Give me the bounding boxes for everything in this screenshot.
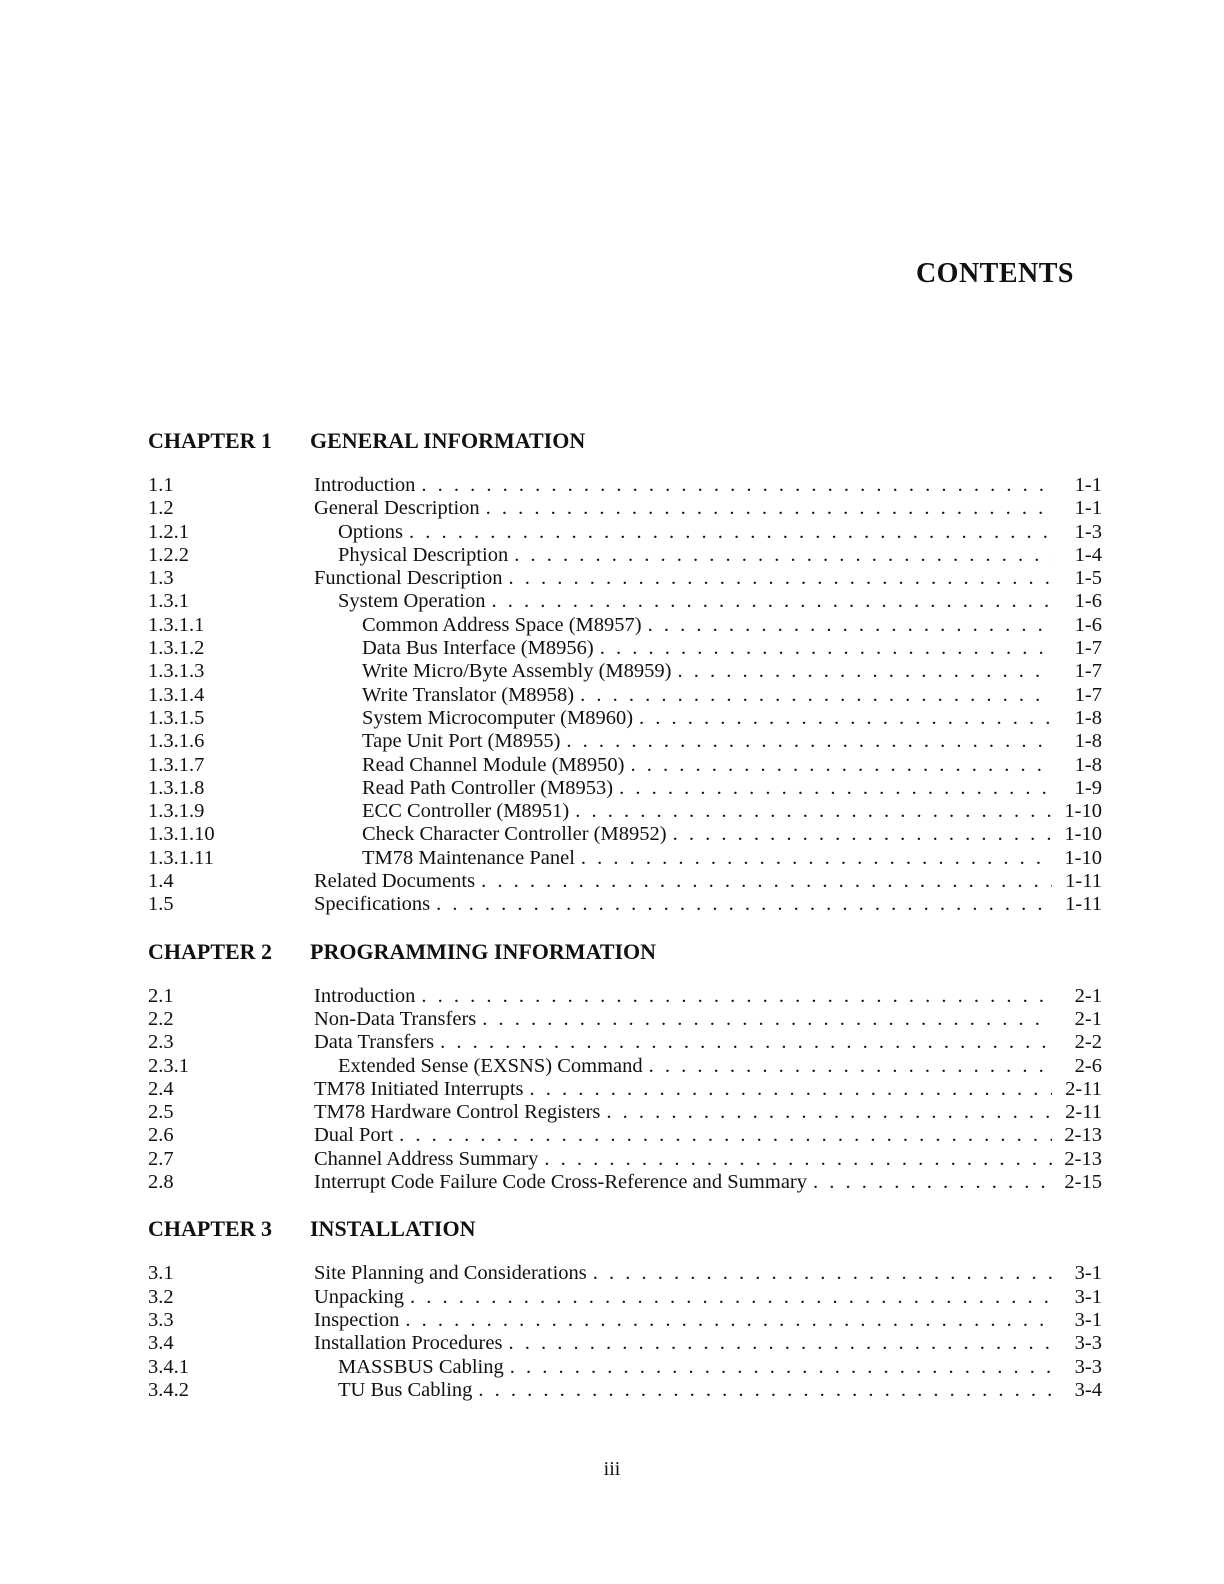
chapter-label: CHAPTER 1	[148, 428, 273, 453]
dot-leader	[436, 893, 1052, 916]
toc-entry	[148, 1286, 1102, 1309]
dot-leader	[399, 1124, 1052, 1147]
toc-entry	[148, 1262, 1102, 1285]
section-title: Dual Port	[314, 1124, 394, 1147]
section-number: 3.3	[148, 1308, 174, 1331]
section-title: TM78 Initiated Interrupts	[314, 1077, 524, 1100]
section-number: 1.4	[148, 870, 174, 893]
section-title: System Operation	[338, 590, 486, 613]
dot-leader	[673, 823, 1052, 846]
page-ref: 2-15	[1064, 1171, 1102, 1194]
section-number: 3.2	[148, 1285, 174, 1308]
toc-entry	[148, 474, 1102, 497]
section-number: 1.2	[148, 497, 174, 520]
section-number: 1.3.1.1	[148, 613, 205, 636]
dot-leader	[600, 637, 1052, 660]
section-number: 1.1	[148, 474, 174, 496]
dot-leader	[508, 567, 1052, 590]
page-ref: 1-8	[1074, 753, 1102, 776]
page-ref: 2-11	[1065, 1101, 1102, 1124]
section-title: TU Bus Cabling	[338, 1378, 473, 1401]
toc-entry	[148, 754, 1102, 777]
section-title: Check Character Controller (M8952)	[362, 823, 667, 846]
page-ref: 3-1	[1074, 1262, 1102, 1285]
section-title: TM78 Maintenance Panel	[362, 846, 575, 869]
dot-leader	[482, 1008, 1052, 1031]
dot-leader	[421, 474, 1052, 497]
page-ref: 1-1	[1074, 497, 1102, 520]
dot-leader	[544, 1148, 1052, 1171]
section-title: Installation Procedures	[314, 1332, 503, 1355]
dot-leader	[410, 1286, 1052, 1309]
dot-leader	[566, 730, 1052, 753]
dot-leader	[677, 660, 1052, 683]
dot-leader	[478, 1379, 1052, 1402]
dot-leader	[575, 800, 1052, 823]
dot-leader	[486, 497, 1052, 520]
section-number: 3.4.2	[148, 1378, 189, 1401]
chapter-label: CHAPTER 2	[148, 938, 273, 964]
toc-entry	[148, 637, 1102, 660]
page-ref: 1-11	[1065, 893, 1102, 916]
section-number: 3.1	[148, 1262, 174, 1285]
toc-entry	[148, 800, 1102, 823]
dot-leader	[514, 544, 1052, 567]
toc-entry	[148, 521, 1102, 544]
page-ref: 1-6	[1074, 613, 1102, 636]
toc-entry	[148, 893, 1102, 916]
section-number: 1.3	[148, 567, 174, 590]
page-ref: 2-1	[1074, 984, 1102, 1007]
chapter-label: CHAPTER 3	[148, 1216, 273, 1242]
section-title: Tape Unit Port (M8955)	[362, 730, 561, 753]
toc-entry	[148, 777, 1102, 800]
page-ref: 1-7	[1074, 637, 1102, 660]
page-ref: 1-1	[1074, 474, 1102, 496]
section-number: 1.3.1	[148, 590, 189, 613]
section-title: Interrupt Code Failure Code Cross-Reference and Summary	[314, 1171, 808, 1194]
chapter-2	[148, 939, 1102, 1195]
chapter-1	[148, 428, 1102, 917]
dot-leader	[409, 521, 1052, 544]
section-title: Non-Data Transfers	[314, 1007, 477, 1030]
page-ref: 3-1	[1074, 1308, 1102, 1331]
page-ref: 3-3	[1074, 1332, 1102, 1355]
section-number: 1.3.1.8	[148, 776, 205, 799]
section-title: Data Transfers	[314, 1031, 435, 1054]
section-title: Write Micro/Byte Assembly (M8959)	[362, 660, 672, 683]
section-number: 1.3.1.4	[148, 683, 205, 706]
toc-entry	[148, 1124, 1102, 1147]
dot-leader	[481, 870, 1052, 893]
page-ref: 1-7	[1074, 683, 1102, 706]
dot-leader	[440, 1031, 1052, 1054]
dot-leader	[421, 985, 1052, 1008]
page-ref: 2-13	[1064, 1124, 1102, 1147]
toc-entry	[148, 985, 1102, 1008]
dot-leader	[581, 847, 1052, 870]
section-title: Introduction	[314, 474, 416, 496]
dot-leader	[530, 1078, 1052, 1101]
page-number: iii	[603, 1458, 621, 1480]
dot-leader	[508, 1332, 1052, 1355]
page-ref: 1-3	[1074, 520, 1102, 543]
page-ref: 3-1	[1074, 1285, 1102, 1308]
section-number: 2.6	[148, 1124, 174, 1147]
page-ref: 2-1	[1074, 1007, 1102, 1030]
section-title: Functional Description	[314, 567, 503, 590]
toc-entry	[148, 497, 1102, 520]
dot-leader	[649, 1055, 1052, 1078]
dot-leader	[491, 590, 1052, 613]
section-title: Common Address Space (M8957)	[362, 613, 642, 636]
toc-entry	[148, 660, 1102, 683]
toc-entry	[148, 567, 1102, 590]
section-title: Physical Description	[338, 543, 509, 566]
section-title: Specifications	[314, 893, 431, 916]
section-number: 1.3.1.3	[148, 660, 205, 683]
section-title: Read Channel Module (M8950)	[362, 753, 625, 776]
page-ref: 1-6	[1074, 590, 1102, 613]
section-title: General Description	[314, 497, 480, 520]
page-ref: 1-11	[1065, 870, 1102, 893]
section-title: Write Translator (M8958)	[362, 683, 575, 706]
section-title: MASSBUS Cabling	[338, 1355, 504, 1378]
section-number: 3.4	[148, 1332, 174, 1355]
toc-entry	[148, 847, 1102, 870]
section-title: Data Bus Interface (M8956)	[362, 637, 594, 660]
page-ref: 1-5	[1074, 567, 1102, 590]
section-number: 2.2	[148, 1007, 174, 1030]
toc-entry	[148, 1356, 1102, 1379]
section-title: Read Path Controller (M8953)	[362, 776, 614, 799]
toc-entry	[148, 1332, 1102, 1355]
toc-entry	[148, 1171, 1102, 1194]
page-ref: 3-3	[1074, 1355, 1102, 1378]
toc-entry	[148, 1078, 1102, 1101]
page-ref: 1-10	[1064, 846, 1102, 869]
toc-entry	[148, 1055, 1102, 1078]
toc-entry	[148, 870, 1102, 893]
toc-entry	[148, 730, 1102, 753]
page-ref: 2-6	[1074, 1054, 1102, 1077]
section-number: 1.2.1	[148, 520, 189, 543]
toc-entry	[148, 1148, 1102, 1171]
dot-leader	[639, 707, 1052, 730]
section-number: 2.7	[148, 1147, 174, 1170]
section-number: 1.3.1.6	[148, 730, 205, 753]
dot-leader	[619, 777, 1052, 800]
toc-entry	[148, 707, 1102, 730]
section-title: Introduction	[314, 984, 416, 1007]
toc-entry	[148, 1101, 1102, 1124]
chapter-3	[148, 1216, 1102, 1402]
toc-entry	[148, 684, 1102, 707]
page-ref: 1-8	[1074, 706, 1102, 729]
section-number: 3.4.1	[148, 1355, 189, 1378]
section-title: Channel Address Summary	[314, 1147, 539, 1170]
chapter-heading	[148, 939, 1102, 973]
page-ref: 1-7	[1074, 660, 1102, 683]
section-title: Inspection	[314, 1308, 400, 1331]
section-number: 1.3.1.7	[148, 753, 205, 776]
section-number: 1.5	[148, 893, 174, 916]
chapter-title: GENERAL INFORMATION	[310, 428, 586, 453]
section-title: Site Planning and Considerations	[314, 1262, 587, 1285]
dot-leader	[606, 1101, 1052, 1124]
section-number: 2.4	[148, 1077, 174, 1100]
section-number: 2.5	[148, 1101, 174, 1124]
section-number: 2.8	[148, 1171, 174, 1194]
page-ref: 2-11	[1065, 1077, 1102, 1100]
page-ref: 3-4	[1074, 1378, 1102, 1401]
toc-entry	[148, 544, 1102, 567]
section-number: 1.2.2	[148, 543, 189, 566]
toc-entry	[148, 1309, 1102, 1332]
page-ref: 2-13	[1064, 1147, 1102, 1170]
section-title: Extended Sense (EXSNS) Command	[338, 1054, 643, 1077]
dot-leader	[630, 754, 1052, 777]
dot-leader	[405, 1309, 1052, 1332]
section-title: Unpacking	[314, 1285, 404, 1308]
section-number: 2.3.1	[148, 1054, 189, 1077]
page-title: CONTENTS	[915, 258, 1074, 289]
toc-entry	[148, 614, 1102, 637]
dot-leader	[510, 1356, 1052, 1379]
dot-leader	[813, 1171, 1052, 1194]
table-of-contents	[148, 428, 1102, 1424]
section-title: Options	[338, 520, 403, 543]
section-title: Related Documents	[314, 870, 476, 893]
page-ref: 1-9	[1074, 776, 1102, 799]
chapter-heading	[148, 428, 1102, 462]
toc-entry	[148, 1008, 1102, 1031]
dot-leader	[648, 614, 1052, 637]
dot-leader	[580, 684, 1052, 707]
section-number: 1.3.1.11	[148, 846, 214, 869]
page-ref: 1-8	[1074, 730, 1102, 753]
section-number: 1.3.1.5	[148, 706, 205, 729]
toc-entry	[148, 590, 1102, 613]
page-ref: 1-4	[1074, 543, 1102, 566]
section-number: 1.3.1.9	[148, 800, 205, 823]
section-number: 1.3.1.10	[148, 823, 215, 846]
section-title: TM78 Hardware Control Registers	[314, 1101, 601, 1124]
dot-leader	[593, 1262, 1052, 1285]
section-number: 1.3.1.2	[148, 637, 205, 660]
section-number: 2.3	[148, 1031, 174, 1054]
toc-entry	[148, 823, 1102, 846]
toc-entry	[148, 1379, 1102, 1402]
chapter-title: INSTALLATION	[310, 1216, 476, 1242]
section-title: ECC Controller (M8951)	[362, 800, 570, 823]
page-ref: 2-2	[1074, 1031, 1102, 1054]
chapter-heading	[148, 1216, 1102, 1250]
page-ref: 1-10	[1064, 800, 1102, 823]
page-ref: 1-10	[1064, 823, 1102, 846]
section-title: System Microcomputer (M8960)	[362, 706, 634, 729]
chapter-title: PROGRAMMING INFORMATION	[310, 938, 657, 964]
section-number: 2.1	[148, 984, 174, 1007]
toc-entry	[148, 1031, 1102, 1054]
